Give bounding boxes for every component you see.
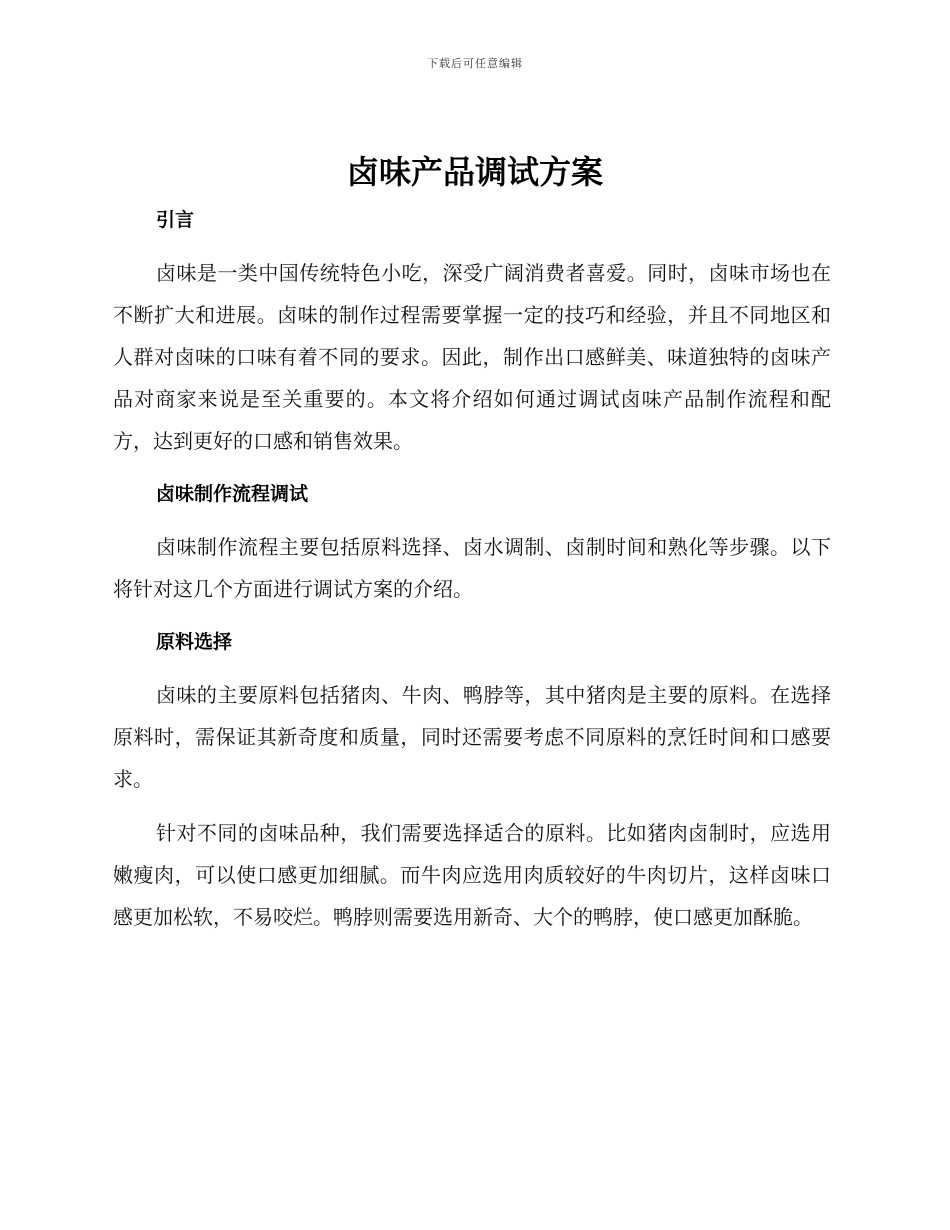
intro-paragraph: 卤味是一类中国传统特色小吃，深受广阔消费者喜爱。同时，卤味市场也在不断扩大和进展。卤味的制作过程需要掌握一定的技巧和经验，并且不同地区和人群对卤味的口味有着不同的要求。因此，制作出口感鲜美、味道独特的卤味产品对商家来说是至关重要的。本文将介绍如何通过调试卤味产品制作流程和配方，达到更好的口感和销售效果。 [113,261,831,453]
document-body [113,200,831,938]
process-paragraph: 卤味制作流程主要包括原料选择、卤水调制、卤制时间和熟化等步骤。以下将针对这几个方面进行调试方案的介绍。 [113,535,831,601]
document-title: 卤味产品调试方案 [346,153,603,191]
section-heading-intro: 引言 [156,209,195,231]
materials-paragraph-1: 卤味的主要原料包括猪肉、牛肉、鸭脖等，其中猪肉是主要的原料。在选择原料时，需保证其新奇度和质量，同时还需要考虑不同原料的烹饪时间和口感要求。 [113,683,831,791]
materials-paragraph-2: 针对不同的卤味品种，我们需要选择适合的原料。比如猪肉卤制时，应选用嫩瘦肉，可以使口感更加细腻。而牛肉应选用肉质较好的牛肉切片，这样卤味口感更加松软，不易咬烂。鸭脖则需要选用新奇、大个的鸭脖，使口感更加酥脆。 [113,821,831,929]
section-heading-materials: 原料选择 [156,631,233,653]
section-heading-process: 卤味制作流程调试 [156,483,309,505]
header-note: 下载后可任意编辑 [427,57,523,70]
